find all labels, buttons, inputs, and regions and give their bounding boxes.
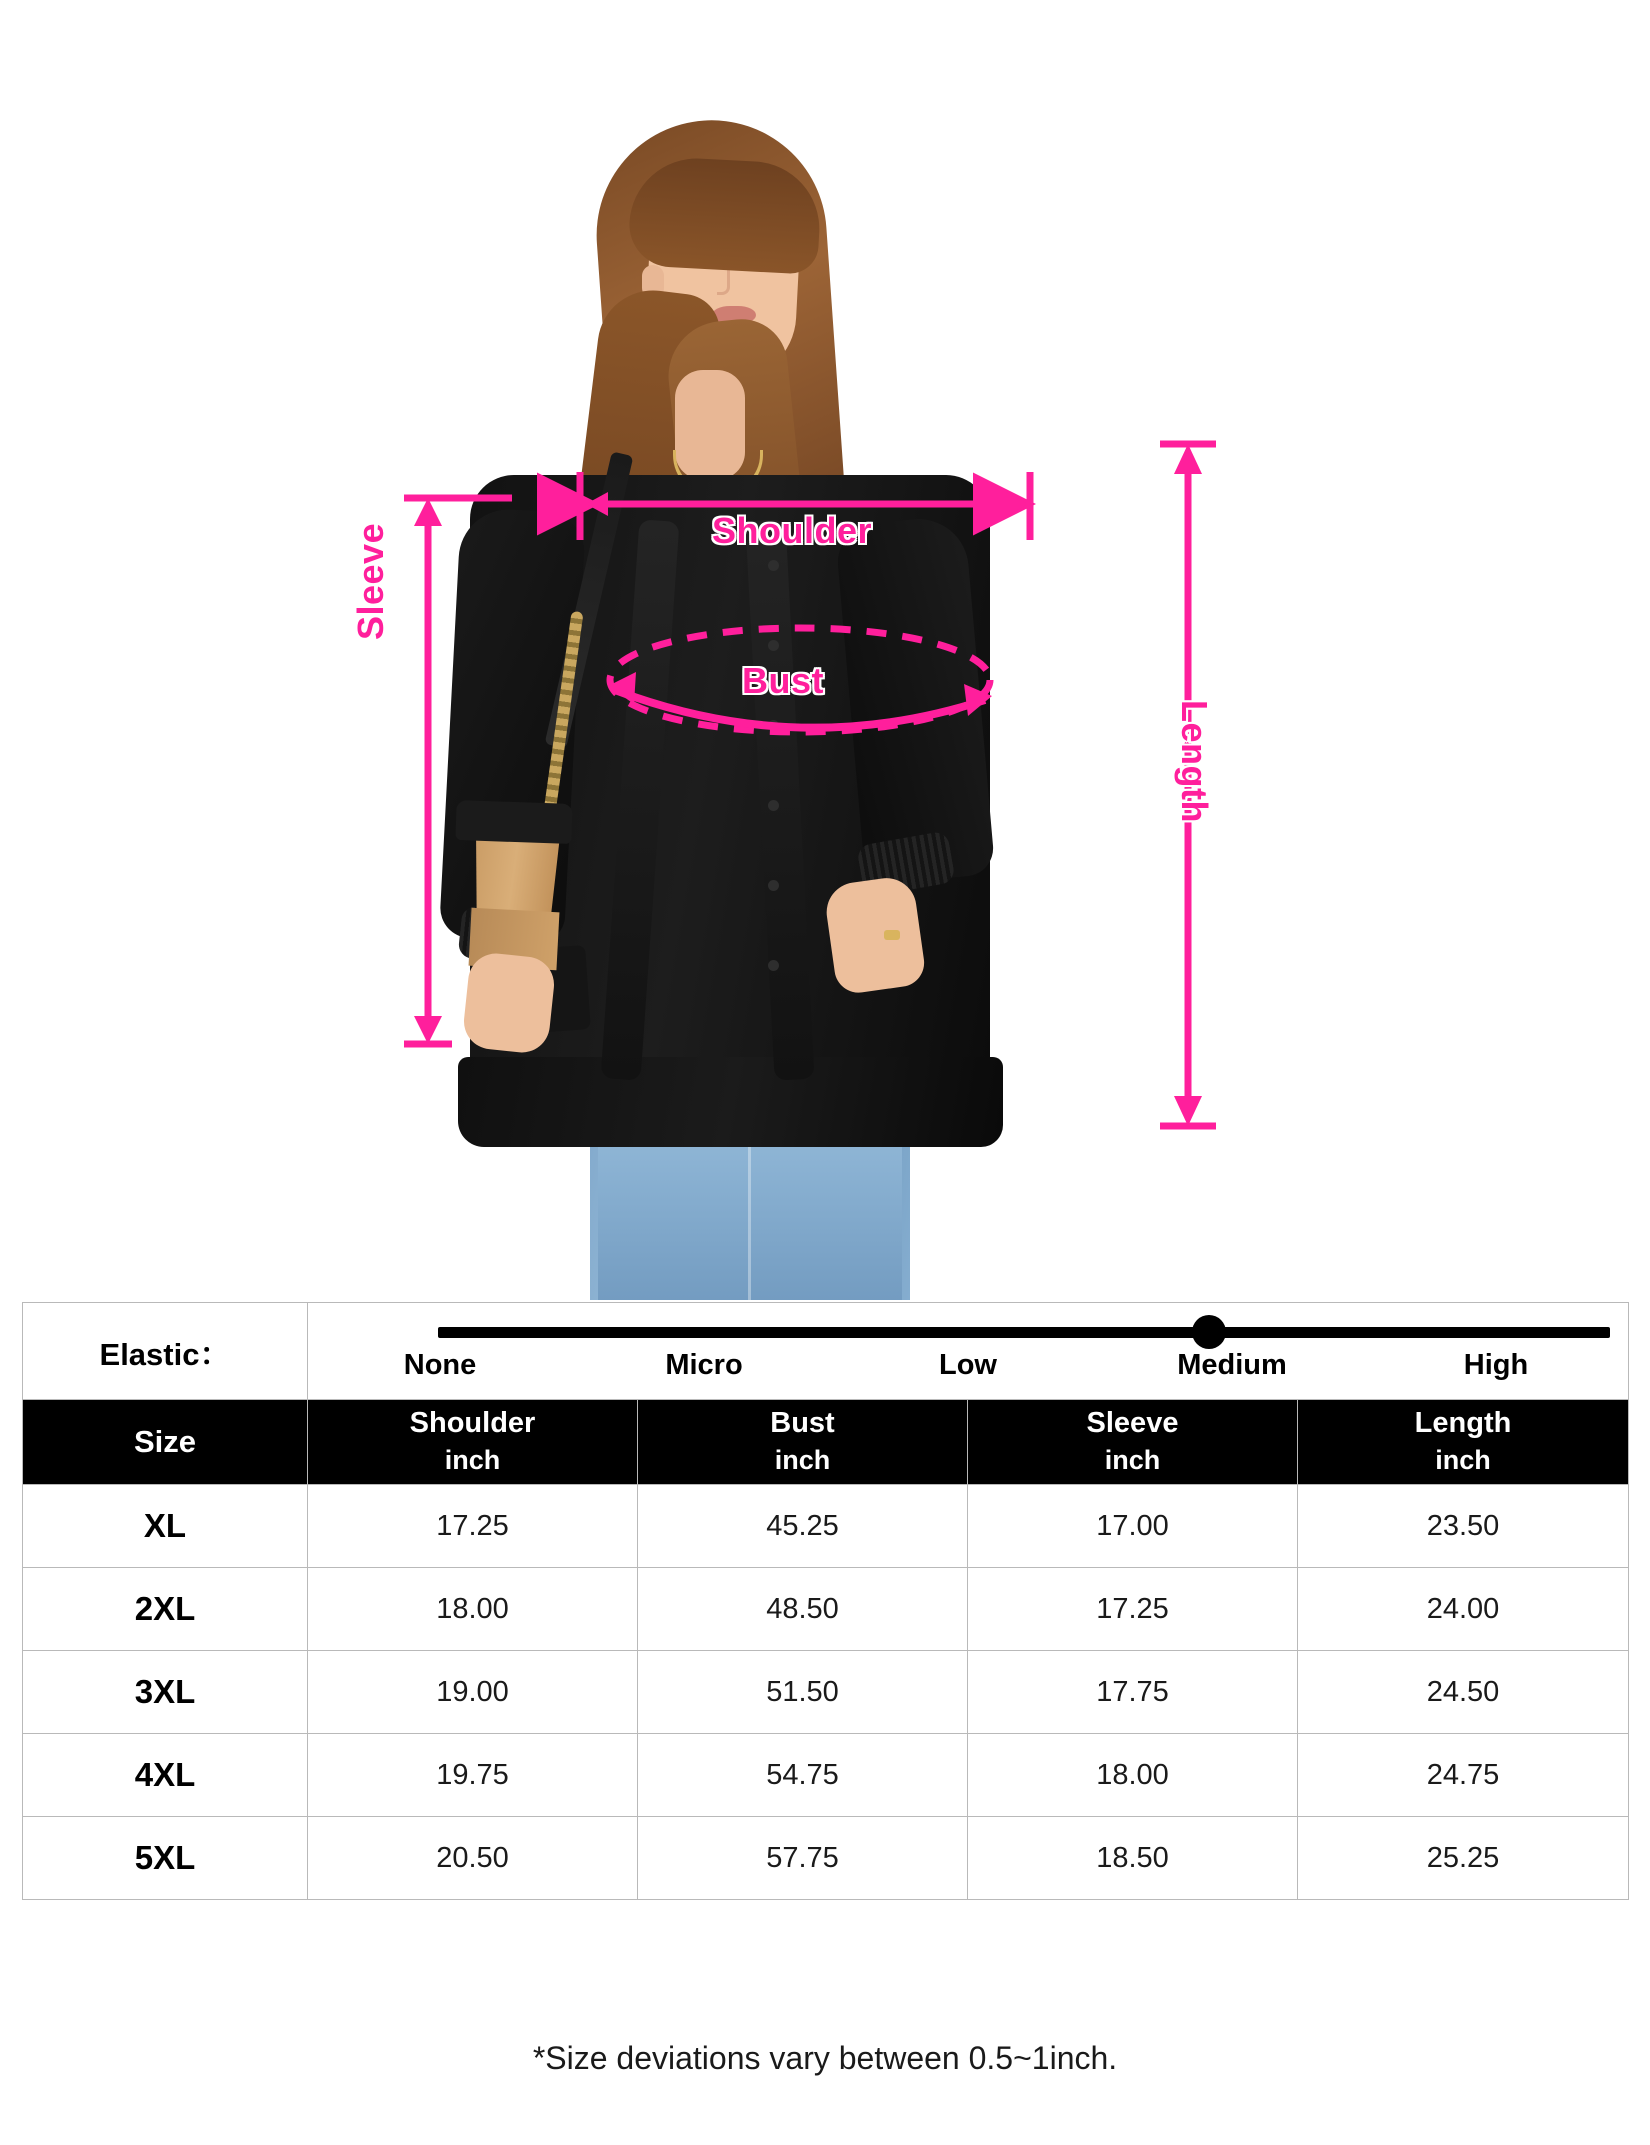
elastic-level-none: None: [403, 1349, 477, 1381]
header-name-row: [23, 1400, 1629, 1444]
row-length: 24.75: [1298, 1734, 1629, 1817]
row-shoulder: 17.25: [308, 1485, 638, 1568]
row-bust: 57.75: [638, 1817, 968, 1900]
elastic-level-low: Low: [939, 1349, 997, 1381]
row-length: 24.50: [1298, 1651, 1629, 1734]
length-label: Length: [1174, 700, 1215, 823]
bust-label: Bust: [742, 660, 824, 701]
row-length: 24.00: [1298, 1568, 1629, 1651]
size-header: Size: [23, 1400, 308, 1485]
table-row: [23, 1568, 1629, 1651]
row-shoulder: 18.00: [308, 1568, 638, 1651]
column-header-length: Length: [1298, 1400, 1629, 1444]
row-sleeve: 18.00: [968, 1734, 1298, 1817]
column-unit-length: inch: [1298, 1443, 1629, 1485]
row-length: 23.50: [1298, 1485, 1629, 1568]
column-unit-bust: inch: [638, 1443, 968, 1485]
column-unit-shoulder: inch: [308, 1443, 638, 1485]
elastic-row: [23, 1303, 1629, 1400]
row-size: XL: [23, 1485, 308, 1568]
row-bust: 54.75: [638, 1734, 968, 1817]
size-table: [22, 1302, 1629, 1900]
table-row: [23, 1734, 1629, 1817]
sleeve-label: Sleeve: [350, 522, 391, 640]
row-sleeve: 17.75: [968, 1651, 1298, 1734]
table-row: [23, 1817, 1629, 1900]
row-size: 3XL: [23, 1651, 308, 1734]
column-header-bust: Bust: [638, 1400, 968, 1444]
row-sleeve: 18.50: [968, 1817, 1298, 1900]
row-shoulder: 19.75: [308, 1734, 638, 1817]
elastic-level-high: High: [1463, 1349, 1529, 1381]
column-unit-sleeve: inch: [968, 1443, 1298, 1485]
row-sleeve: 17.25: [968, 1568, 1298, 1651]
row-bust: 48.50: [638, 1568, 968, 1651]
row-size: 2XL: [23, 1568, 308, 1651]
elastic-scale-bar: [438, 1327, 1610, 1338]
column-header-shoulder: Shoulder: [308, 1400, 638, 1444]
size-chart: [22, 1302, 1628, 1900]
row-size: 5XL: [23, 1817, 308, 1900]
row-shoulder: 20.50: [308, 1817, 638, 1900]
size-deviation-note: *Size deviations vary between 0.5~1inch.: [532, 2040, 1118, 2076]
table-row: [23, 1651, 1629, 1734]
elastic-scale-knob[interactable]: [1192, 1315, 1226, 1349]
elastic-level-micro: Micro: [665, 1349, 743, 1381]
elastic-label: Elastic：: [23, 1303, 308, 1400]
elastic-scale: [308, 1303, 1629, 1400]
row-shoulder: 19.00: [308, 1651, 638, 1734]
row-size: 4XL: [23, 1734, 308, 1817]
elastic-scale-labels: [308, 1349, 1628, 1382]
table-row: [23, 1485, 1629, 1568]
row-length: 25.25: [1298, 1817, 1629, 1900]
column-header-sleeve: Sleeve: [968, 1400, 1298, 1444]
row-bust: 51.50: [638, 1651, 968, 1734]
shoulder-label: Shoulder: [712, 510, 873, 551]
elastic-level-medium: Medium: [1177, 1349, 1287, 1381]
row-bust: 45.25: [638, 1485, 968, 1568]
row-sleeve: 17.00: [968, 1485, 1298, 1568]
